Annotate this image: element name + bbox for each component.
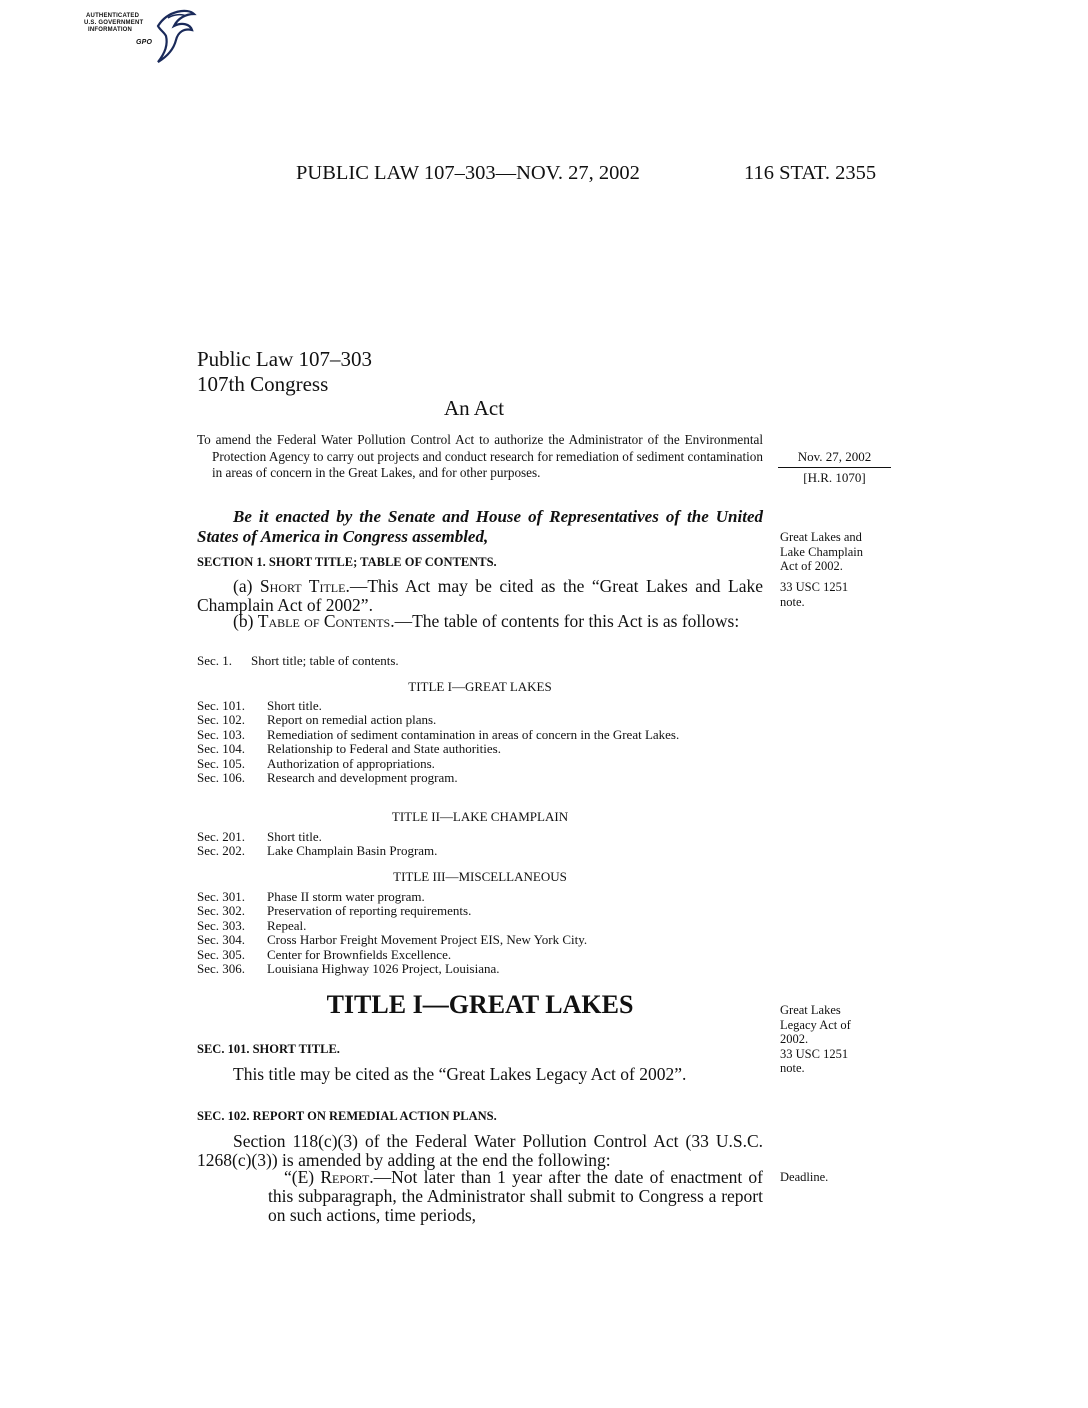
toc-item bbox=[197, 962, 763, 976]
public-law-number: Public Law 107–303 bbox=[197, 347, 372, 371]
toc-item bbox=[197, 933, 763, 947]
toc-number: Sec. 106. bbox=[197, 770, 246, 786]
margin-note-deadline: Deadline. bbox=[780, 1170, 829, 1184]
paragraph-label: “(E) bbox=[284, 1167, 321, 1187]
seal-line-3: INFORMATION bbox=[88, 27, 133, 33]
an-act-heading: An Act bbox=[444, 396, 505, 420]
toc-item bbox=[197, 771, 763, 785]
enactment-date bbox=[778, 449, 891, 465]
law-title-block bbox=[197, 347, 372, 397]
toc-number: Sec. 302. bbox=[197, 903, 246, 919]
bill-number bbox=[778, 470, 891, 486]
margin-note-line: 2002. bbox=[780, 1032, 809, 1046]
bill-number-text: [H.R. 1070] bbox=[803, 470, 866, 485]
toc-number: Sec. 306. bbox=[197, 961, 246, 977]
toc-number: Sec. 304. bbox=[197, 932, 246, 948]
toc-number: Sec. 305. bbox=[197, 946, 246, 962]
enactment-date-text: Nov. 27, 2002 bbox=[797, 449, 872, 464]
congress-number: 107th Congress bbox=[197, 372, 329, 396]
toc-title-2: TITLE II—LAKE CHAMPLAIN bbox=[391, 809, 569, 824]
toc-item bbox=[197, 830, 763, 844]
toc-title-3: TITLE III—MISCELLANEOUS bbox=[393, 869, 567, 884]
margin-note-line: 33 USC 1251 bbox=[780, 580, 849, 594]
toc-number: Sec. 303. bbox=[197, 917, 246, 933]
act-purpose: To amend the Federal Water Pollution Control Act to authorize the Administrator of the Environmental Protection Agency to carry out projects and conduct research for remediation of sediment contamination in areas of concern in the Great Lakes, and for other purposes. bbox=[197, 432, 763, 480]
toc-item bbox=[197, 713, 763, 727]
paragraph-label: (a) bbox=[233, 576, 260, 596]
toc-text: Repeal. bbox=[267, 917, 307, 933]
toc-sec-1 bbox=[197, 654, 763, 668]
toc-number: Sec. 101. bbox=[197, 698, 246, 713]
eagle-icon bbox=[148, 6, 198, 64]
seal-line-1: AUTHENTICATED bbox=[86, 13, 140, 19]
toc-title-1-list bbox=[197, 699, 763, 785]
running-header-stat: 116 STAT. 2355 bbox=[744, 162, 877, 184]
margin-note-line: note. bbox=[780, 1061, 805, 1075]
sec-101-text: This title may be cited as the “Great Lakes Legacy Act of 2002”. bbox=[233, 1064, 687, 1084]
section-1-heading: SECTION 1. SHORT TITLE; TABLE OF CONTENTS. bbox=[197, 555, 497, 569]
toc-text: Center for Brownfields Excellence. bbox=[267, 946, 452, 962]
subparagraph-e bbox=[268, 1168, 763, 1225]
toc-number: Sec. 103. bbox=[197, 726, 246, 742]
margin-note-line: Great Lakes bbox=[780, 1003, 841, 1017]
sec-102-heading: SEC. 102. REPORT ON REMEDIAL ACTION PLANS. bbox=[197, 1109, 497, 1123]
toc-item bbox=[197, 919, 763, 933]
paragraph-text: .—The table of contents for this Act is as follows: bbox=[390, 611, 740, 631]
margin-note-line: Act of 2002. bbox=[780, 559, 843, 573]
margin-note-short-title bbox=[780, 530, 863, 574]
paragraph-caption: Short Title bbox=[259, 576, 346, 596]
toc-item bbox=[197, 742, 763, 756]
margin-note-line: Lake Champlain bbox=[780, 544, 863, 559]
toc-number: Sec. 301. bbox=[197, 889, 246, 904]
margin-note-line: note. bbox=[780, 594, 805, 609]
toc-title-2-list bbox=[197, 830, 763, 859]
toc-item bbox=[197, 844, 763, 858]
toc-text: Research and development program. bbox=[267, 770, 458, 786]
toc-number: Sec. 201. bbox=[197, 829, 246, 844]
title-one-heading: TITLE I—GREAT LAKES bbox=[326, 990, 634, 1019]
running-header-law: PUBLIC LAW 107–303—NOV. 27, 2002 bbox=[296, 162, 640, 184]
toc-text: Cross Harbor Freight Movement Project EIS, New York City. bbox=[267, 932, 588, 948]
toc-text: Phase II storm water program. bbox=[267, 889, 425, 904]
toc-item bbox=[197, 890, 763, 904]
toc-text: Remediation of sediment contamination in areas of concern in the Great Lakes. bbox=[267, 726, 680, 742]
margin-note-line: Legacy Act of bbox=[780, 1017, 851, 1032]
toc-text: Report on remedial action plans. bbox=[267, 712, 437, 728]
margin-note-line: Great Lakes and bbox=[780, 530, 862, 544]
toc-text: Short title. bbox=[267, 698, 322, 713]
gpo-authentication-seal bbox=[86, 6, 198, 64]
toc-title-1: TITLE I—GREAT LAKES bbox=[408, 679, 552, 694]
section-1-b bbox=[197, 612, 763, 631]
toc-number: Sec. 202. bbox=[197, 843, 246, 859]
margin-divider bbox=[778, 467, 891, 468]
toc-title-3-list bbox=[197, 890, 763, 976]
toc-text: Relationship to Federal and State authorities. bbox=[267, 741, 501, 757]
enacting-clause: Be it enacted by the Senate and House of Representatives of the United States of America in Congress assembled, bbox=[197, 507, 763, 546]
paragraph-caption: Table of Contents bbox=[257, 611, 391, 631]
margin-note-usc bbox=[780, 580, 848, 609]
paragraph-caption: Report bbox=[320, 1167, 370, 1187]
sec-102-text: Section 118(c)(3) of the Federal Water Pollution Control Act (33 U.S.C. 1268(c)(3)) is amended by adding at the end the following: bbox=[197, 1131, 763, 1170]
toc-text: Louisiana Highway 1026 Project, Louisiana. bbox=[267, 961, 500, 977]
toc-item bbox=[197, 728, 763, 742]
toc-number: Sec. 105. bbox=[197, 755, 246, 771]
paragraph-text: .—Not later than 1 year after the date of enactment of this subparagraph, the Administrator shall submit to Congress a report on such actions, time periods, bbox=[268, 1167, 763, 1225]
toc-item bbox=[197, 904, 763, 918]
toc-item bbox=[197, 948, 763, 962]
paragraph-label: (b) bbox=[233, 611, 258, 631]
toc-item bbox=[197, 757, 763, 771]
margin-note-legacy-act bbox=[780, 1003, 851, 1076]
toc-text: Preservation of reporting requirements. bbox=[267, 903, 472, 919]
paragraph-text: .—This Act may be cited as the “Great Lakes and Lake Champlain Act of 2002”. bbox=[197, 576, 763, 615]
toc-text: Short title. bbox=[267, 829, 322, 844]
sec-101-heading: SEC. 101. SHORT TITLE. bbox=[197, 1042, 340, 1056]
seal-line-2: U.S. GOVERNMENT bbox=[84, 20, 144, 26]
toc-number: Sec. 1. bbox=[197, 653, 233, 668]
section-1-a bbox=[197, 577, 763, 615]
seal-line-4: GPO bbox=[136, 39, 153, 46]
toc-text: Short title; table of contents. bbox=[251, 653, 399, 668]
toc-number: Sec. 102. bbox=[197, 712, 246, 728]
toc-text: Authorization of appropriations. bbox=[267, 755, 435, 771]
margin-note-line: 33 USC 1251 bbox=[780, 1046, 849, 1061]
toc-text: Lake Champlain Basin Program. bbox=[267, 843, 438, 859]
toc-number: Sec. 104. bbox=[197, 741, 246, 757]
toc-item bbox=[197, 699, 763, 713]
